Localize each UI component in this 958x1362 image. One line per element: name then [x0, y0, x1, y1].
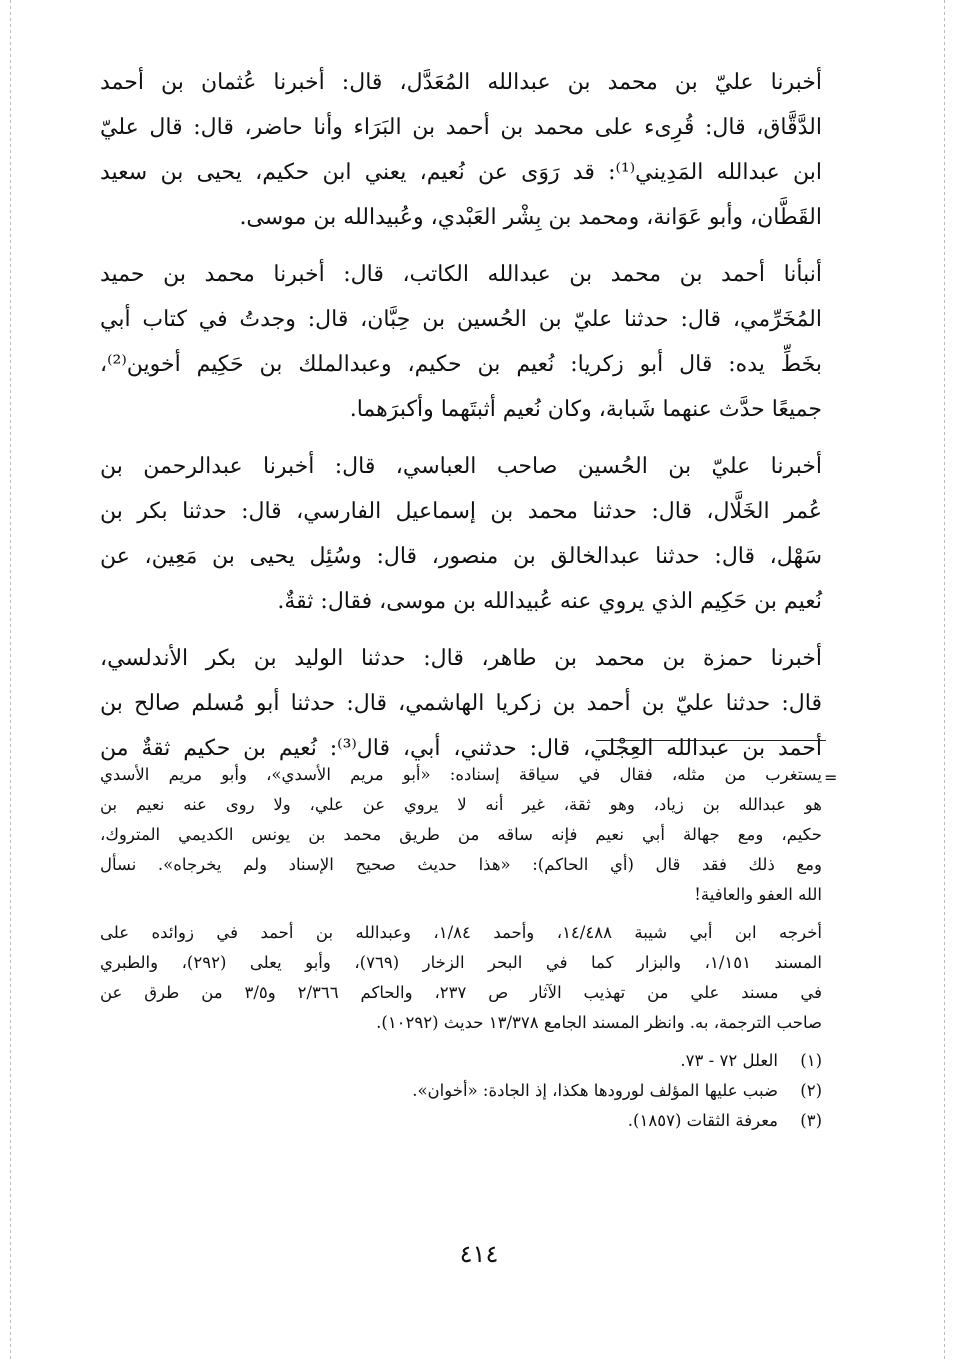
footnote-number: (٢): [800, 1081, 822, 1100]
text-line: سَهْل، قال: حدثنا عبدالخالق بن منصور، قال: وسُئِل يحيى بن مَعِين، عن: [100, 544, 822, 569]
paragraph: [100, 252, 822, 432]
footnote-takhrij: [100, 918, 822, 1038]
text-line: قال: حدثنا عليّ بن أحمد بن زكريا الهاشمي، قال: حدثنا أبو مُسلم صالح بن: [100, 691, 822, 716]
footnote-line: أخرجه ابن أبي شيبة ١٤/٤٨٨، وأحمد ١/٨٤، وعبدالله بن أحمد في زوائده على: [100, 923, 822, 942]
paragraph: [100, 444, 822, 624]
footnote-separator: [596, 740, 826, 741]
footnote-line: المسند ١/١٥١، والبزار كما في البحر الزخار (٧٦٩)، وأبو يعلى (٢٩٢)، والطبري: [100, 953, 822, 972]
footnote-continuation: [100, 760, 822, 910]
text-line: عُمر الخَلَّال، قال: حدثنا محمد بن إسماعيل الفارسي، قال: حدثنا بكر بن: [100, 499, 822, 524]
main-text: [100, 60, 822, 783]
text-line: أنبأنا أحمد بن محمد بن عبدالله الكاتب، قال: أخبرنا محمد بن حميد: [100, 262, 822, 287]
footnote-text: ضبب عليها المؤلف لورودها هكذا، إذ الجادة: «أخوان».: [412, 1081, 778, 1100]
text-line: جميعًا حدَّث عنهما شَبابة، وكان نُعيم أثبتَهما وأكبرَهما.: [349, 397, 822, 422]
text-line: بخَطِّ يده: قال أبو زكريا: نُعيم بن حكيم، وعبدالملك بن حَكِيم أخوين⁽²⁾،: [100, 352, 822, 377]
footnote-number: (١): [800, 1051, 822, 1070]
scan-edge-right: [944, 0, 945, 1362]
footnote-line: حكيم، ومع جهالة أبي نعيم فإنه ساقه من طريق محمد بن يونس الكديمي المتروك،: [100, 825, 822, 844]
scan-edge-left: [10, 0, 11, 1362]
text-line: أخبرنا حمزة بن محمد بن طاهر، قال: حدثنا الوليد بن بكر الأندلسي،: [100, 646, 822, 671]
footnote-2: [100, 1076, 822, 1106]
footnote-line: في مسند علي من تهذيب الآثار ص ٢٣٧، والحاكم ٢/٣٦٦ و٣/٥ من طرق عن: [100, 983, 822, 1002]
footnote-3: [100, 1106, 822, 1136]
text-line: القَطَّان، وأبو عَوَانة، ومحمد بن بِشْر العَبْدي، وعُبيدالله بن موسى.: [239, 205, 822, 230]
footnotes-area: [100, 760, 822, 1136]
footnote-line: هو عبدالله بن زياد، وهو ثقة، غير أنه لا يروي عن علي، ولا روى عنه نعيم بن: [100, 795, 822, 814]
footnote-text: العلل ٧٢ - ٧٣.: [680, 1051, 778, 1070]
footnote-line: الله العفو والعافية!: [694, 885, 822, 904]
paragraph: [100, 60, 822, 240]
text-line: ابن عبدالله المَدِيني⁽¹⁾: قد رَوَى عن نُعيم، يعني ابن حكيم، يحيى بن سعيد: [100, 160, 822, 185]
text-line: نُعيم بن حَكِيم الذي يروي عنه عُبيدالله بن موسى، فقال: ثقةٌ.: [277, 589, 822, 614]
footnote-number: (٣): [800, 1111, 822, 1130]
footnote-text: معرفة الثقات (١٨٥٧).: [627, 1111, 778, 1130]
text-line: أخبرنا عليّ بن محمد بن عبدالله المُعَدَّل، قال: أخبرنا عُثمان بن أحمد: [100, 70, 822, 95]
footnote-1: [100, 1046, 822, 1076]
footnote-line: يستغرب من مثله، فقال في سياقة إسناده: «أبو مريم الأسدي»، وأبو مريم الأسدي: [100, 765, 822, 784]
text-line: أخبرنا عليّ بن الحُسين صاحب العباسي، قال: أخبرنا عبدالرحمن بن: [100, 454, 822, 479]
paragraph: [100, 636, 822, 771]
footnote-line: ومع ذلك فقد قال (أي الحاكم): «هذا حديث صحيح الإسناد ولم يخرجاه». نسأل: [100, 855, 822, 874]
text-line: المُخَرِّمي، قال: حدثنا عليّ بن الحُسين بن حِبَّان، قال: وجدتُ في كتاب أبي: [100, 307, 822, 332]
text-line: الدَّقَّاق، قال: قُرِىء على محمد بن أحمد بن البَرَاء وأنا حاضر، قال: قال عليّ: [100, 115, 822, 140]
footnote-line: صاحب الترجمة، به. وانظر المسند الجامع ١٣/٣٧٨ حديث (١٠٢٩٢).: [376, 1013, 822, 1032]
continuation-marker: =: [824, 768, 838, 787]
text-line: أحمد بن عبدالله العِجْلي، قال: حدثني، أبي، قال⁽³⁾: نُعيم بن حكيم ثقةٌ من: [100, 736, 822, 761]
page-number: ٤١٤: [459, 1240, 499, 1268]
